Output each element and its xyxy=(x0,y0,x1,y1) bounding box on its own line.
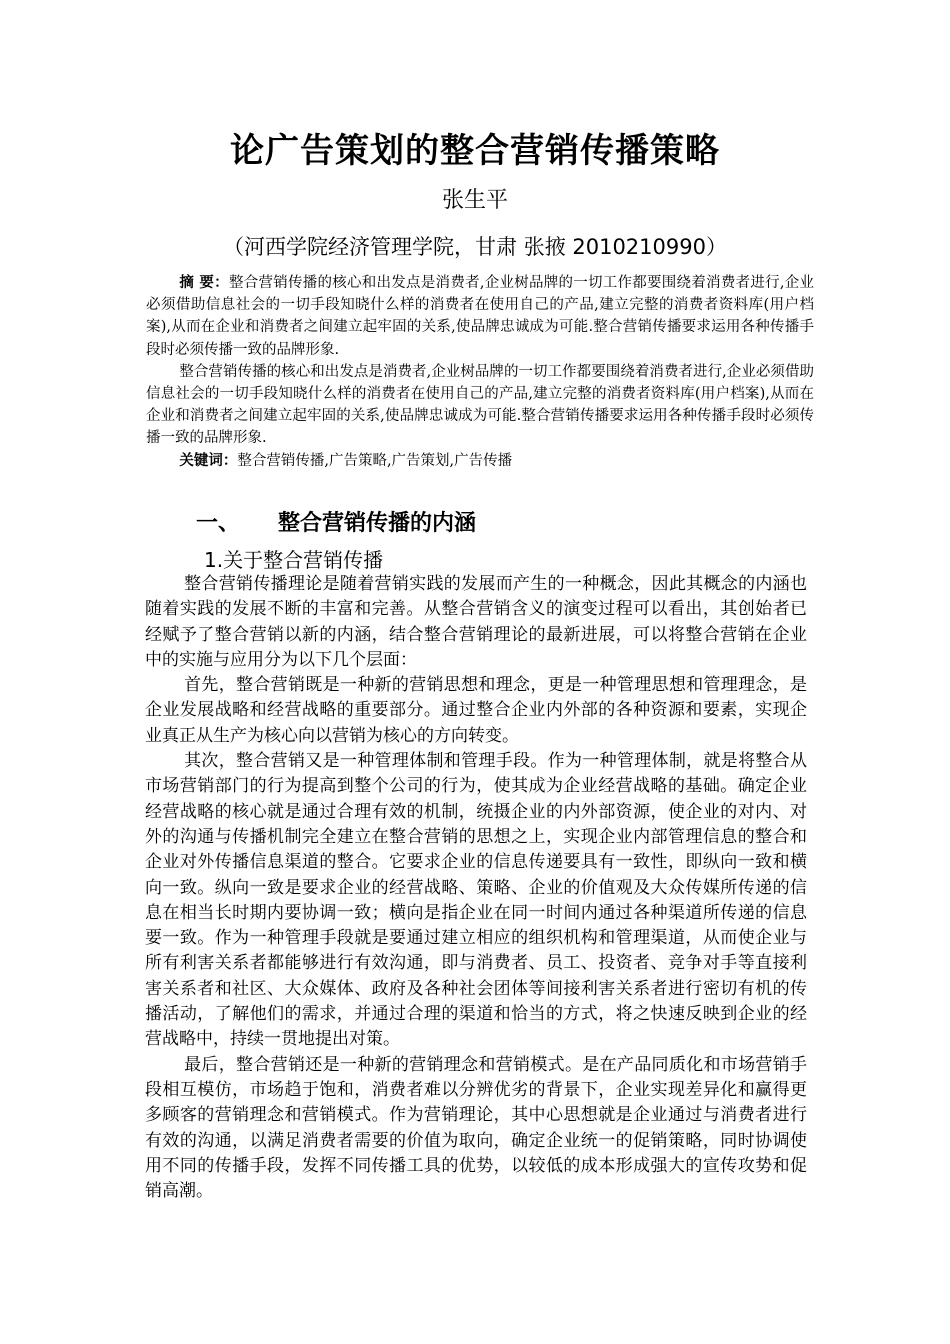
keywords-line xyxy=(146,450,814,472)
body-paragraph: 最后，整合营销还是一种新的营销理念和营销模式。是在产品同质化和市场营销手段相互模仿，市场趋于饱和，消费者难以分辨优劣的背景下，企业实现差异化和赢得更多顾客的营销理念和营销模式。作为营销理论，其中心思想就是企业通过与消费者进行有效的沟通，以满足消费者需要的价值为取向，确定企业统一的促销策略，同时协调使用不同的传播手段，发挥不同传播工具的优势，以较低的成本形成强大的宣传攻势和促销高潮。 xyxy=(145,1054,807,1202)
keywords-label: 关键词： xyxy=(179,451,238,469)
author-affiliation: （河西学院经济管理学院，甘肃 张掖 2010210990） xyxy=(223,235,727,259)
body-paragraph: 首先，整合营销既是一种新的营销思想和理念，更是一种管理思想和管理理念，是企业发展战略和经营战略的重要部分。通过整合企业内外部的各种资源和要素，实现企业真正从生产为核心向以营销为核心的方向转变。 xyxy=(145,675,807,746)
abstract-repeat-paragraph: 整合营销传播的核心和出发点是消费者,企业树品牌的一切工作都要围绕着消费者进行,企业必须借助信息社会的一切手段知晓什么样的消费者在使用自己的产品,建立完整的消费者资料库(用户档案),从而在企业和消费者之间建立起牢固的关系,使品牌忠诚成为可能.整合营销传播要求运用各种传播手段时必须传播一致的品牌形象. xyxy=(146,363,814,447)
abstract-paragraph xyxy=(146,272,814,361)
section-heading xyxy=(196,508,476,540)
paper-title: 论广告策划的整合营销传播策略 xyxy=(230,131,720,171)
author-name: 张生平 xyxy=(441,188,508,213)
body-text xyxy=(145,572,807,1204)
abstract-text: 整合营销传播的核心和出发点是消费者,企业树品牌的一切工作都要围绕着消费者进行,企业必须借助信息社会的一切手段知晓什么样的消费者在使用自己的产品,建立完整的消费者资料库(用户档案),从而在企业和消费者之间建立起牢固的关系,使品牌忠诚成为可能.整合营销传播要求运用各种传播手段时必须传播一致的品牌形象. xyxy=(146,275,814,358)
section-title: 整合营销传播的内涵 xyxy=(278,511,477,536)
subsection-heading: 1.关于整合营销传播 xyxy=(204,548,384,572)
abstract-block xyxy=(146,272,814,472)
body-paragraph: 其次，整合营销又是一种管理体制和管理手段。作为一种管理体制，就是将整合从市场营销部门的行为提高到整个公司的行为，使其成为企业经营战略的基础。确定企业经营战略的核心就是通过合理有效的机制，统摄企业的内外部资源，使企业的对内、对外的沟通与传播机制完全建立在整合营销的思想之上，实现企业内部管理信息的整合和企业对外传播信息渠道的整合。它要求企业的信息传递要具有一致性，即纵向一致和横向一致。纵向一致是要求企业的经营战略、策略、企业的价值观及大众传媒所传递的信息在相当长时期内要协调一致；横向是指企业在同一时间内通过各种渠道所传递的信息要一致。作为一种管理手段就是要通过建立相应的组织机构和管理渠道，从而使企业与所有利害关系者都能够进行有效沟通，即与消费者、员工、投资者、竞争对手等直接利害关系者和社区、大众媒体、政府及各种社会团体等间接利害关系者进行密切有机的传播活动，了解他们的需求，并通过合理的渠道和恰当的方式，将之快速反映到企业的经营战略中，持续一贯地提出对策。 xyxy=(145,751,807,1050)
body-paragraph: 整合营销传播理论是随着营销实践的发展而产生的一种概念，因此其概念的内涵也随着实践的发展不断的丰富和完善。从整合营销含义的演变过程可以看出，其创始者已经赋予了整合营销以新的内涵，结合整合营销理论的最新进展，可以将整合营销在企业中的实施与应用分为以下几个层面： xyxy=(145,574,807,670)
keywords-text: 整合营销传播,广告策略,广告策划,广告传播 xyxy=(237,452,513,469)
abstract-label: 摘 要： xyxy=(179,274,229,291)
section-number: 一、 xyxy=(196,511,241,536)
